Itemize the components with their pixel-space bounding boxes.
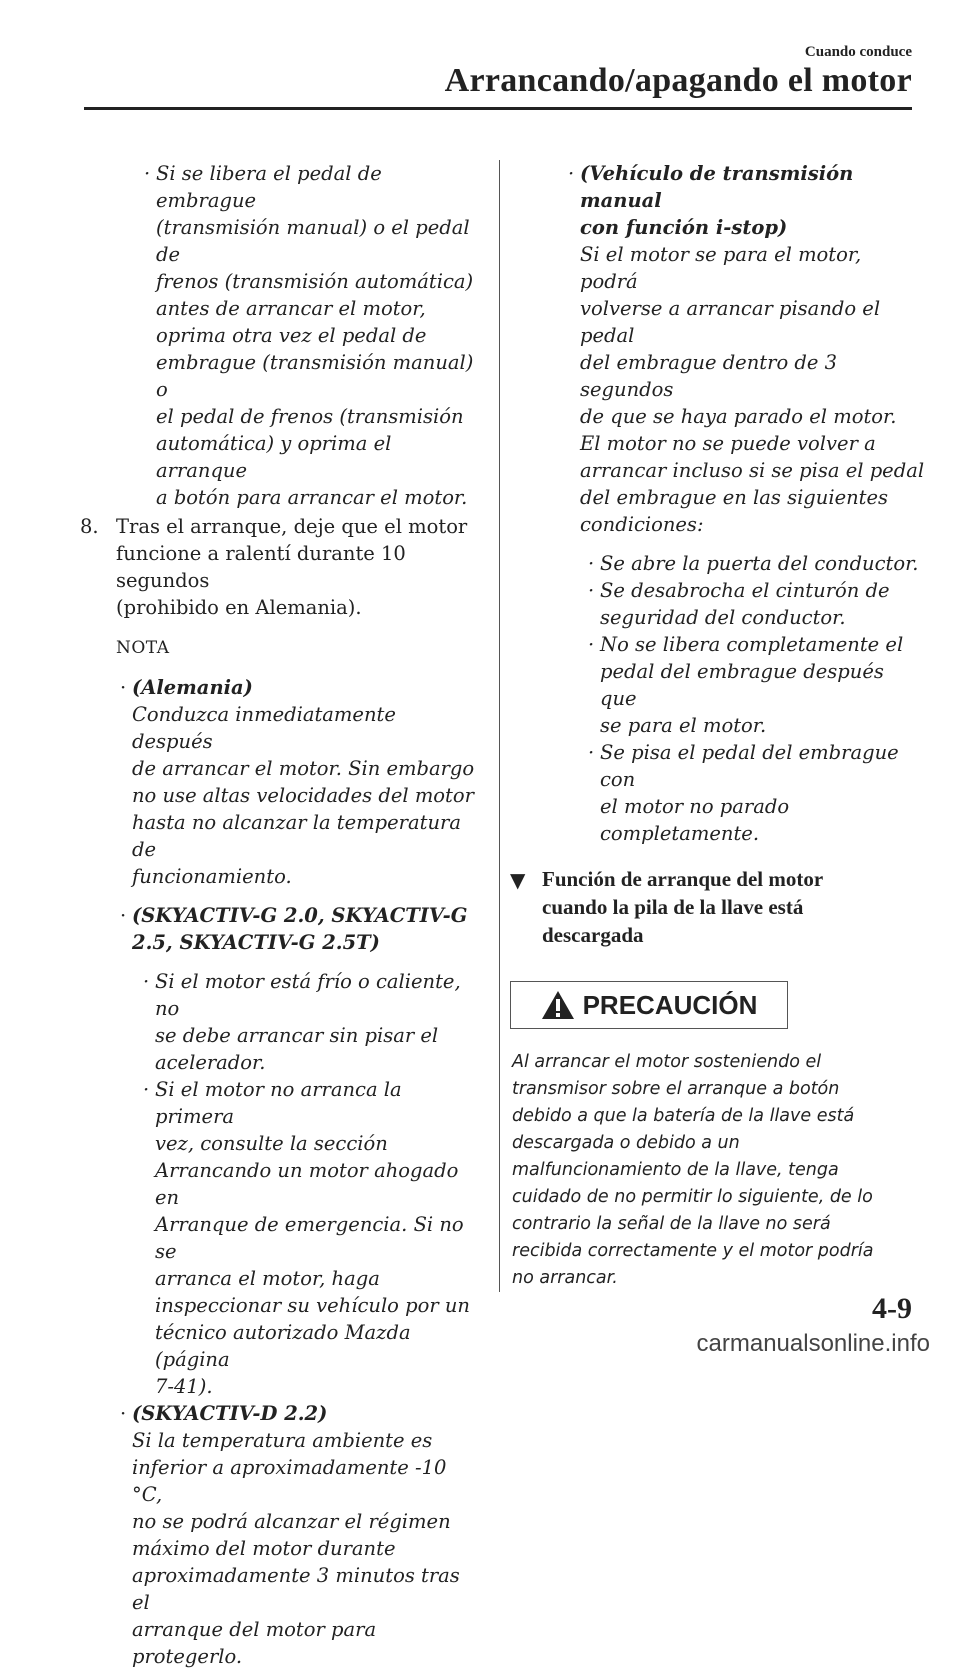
text-line: (SKYACTIV-G 2.0, SKYACTIV-G <box>132 904 468 927</box>
condition-item <box>588 739 925 847</box>
note-alemania <box>120 674 475 890</box>
bullet-dot: · <box>120 904 127 927</box>
text-line: vez, consulte la sección <box>155 1132 388 1155</box>
text-line: No se libera completamente el <box>600 633 904 656</box>
note-istop-text <box>580 241 925 538</box>
text-line: técnico autorizado Mazda (página <box>155 1321 411 1371</box>
caution-banner <box>510 981 788 1029</box>
right-column <box>510 160 925 1292</box>
note-istop-title <box>580 160 925 241</box>
bullet-dot: · <box>588 552 595 575</box>
text-line: (transmisión manual) o el pedal de <box>156 216 470 266</box>
text-line: el pedal de frenos (transmisión <box>156 405 464 428</box>
text-line: Si el motor no arranca la primera <box>155 1078 402 1128</box>
text-line: Se desabrocha el cinturón de <box>600 579 890 602</box>
text-line: arrancar incluso si se pisa el pedal <box>580 459 925 482</box>
text-line: debido a que la batería de la llave está <box>512 1106 855 1126</box>
bullet-dot: · <box>143 970 150 993</box>
warning-icon <box>541 990 575 1020</box>
condition-item <box>588 577 925 631</box>
watermark: carmanualsonline.info <box>696 1330 930 1357</box>
note-skyactiv-g <box>120 902 475 956</box>
column-divider <box>499 160 500 1292</box>
text-line: Si la temperatura ambiente es <box>132 1429 433 1452</box>
text-line: 2.5, SKYACTIV-G 2.5T) <box>132 931 380 954</box>
note-skyactiv-g-sub2 <box>143 1076 475 1400</box>
text-line: condiciones: <box>580 513 704 536</box>
text-line: seguridad del conductor. <box>600 606 846 629</box>
bullet-dot: · <box>588 741 595 764</box>
text-line: (prohibido en Alemania). <box>116 596 362 619</box>
text-line: Si el motor está frío o caliente, no <box>155 970 461 1020</box>
step-text <box>116 513 475 621</box>
triangle-down-icon: ▼ <box>510 868 526 892</box>
text-line: completamente. <box>600 822 760 845</box>
bullet-dot: · <box>588 579 595 602</box>
text-line: Conduzca inmediatamente después <box>132 703 396 753</box>
condition-item <box>588 631 925 739</box>
text-line: automática) y oprima el arranque <box>156 432 392 482</box>
note-istop <box>568 160 925 538</box>
section-heading <box>510 865 925 949</box>
text-line: Se abre la puerta del conductor. <box>600 552 919 575</box>
condition-item <box>588 550 925 577</box>
text-line: aproximadamente 3 minutos tras el <box>132 1564 460 1614</box>
bullet-dot: · <box>588 633 595 656</box>
text-line: volverse a arrancar pisando el pedal <box>580 297 881 347</box>
text-line: Si el motor se para el motor, podrá <box>580 243 862 293</box>
text-line: frenos (transmisión automática) <box>156 270 474 293</box>
text-line: funcione a ralentí durante 10 segundos <box>116 542 406 592</box>
note-alemania-title: (Alemania) <box>132 676 253 699</box>
text-line: Si se libera el pedal de embrague <box>156 162 382 212</box>
note-skyactiv-g-title <box>132 902 475 956</box>
text-line: no use altas velocidades del motor <box>132 784 474 807</box>
text-line: arranque del motor para protegerlo. <box>132 1618 377 1668</box>
text-line: se debe arrancar sin pisar el <box>155 1024 439 1047</box>
text-line: de arrancar el motor. Sin embargo <box>132 757 475 780</box>
caution-label: PRECAUCIÓN <box>582 989 758 1020</box>
text-line: Al arrancar el motor sosteniendo el <box>512 1052 822 1072</box>
text-line: el motor no parado <box>600 795 790 818</box>
text-line: arranca el motor, haga <box>155 1267 380 1290</box>
text-line: inferior a aproximadamente -10 °C, <box>132 1456 447 1506</box>
text-line: antes de arrancar el motor, <box>156 297 426 320</box>
text-line: transmisor sobre el arranque a botón <box>512 1079 840 1099</box>
text-line: (Vehículo de transmisión manual <box>580 162 854 212</box>
bullet-dot: · <box>120 676 127 699</box>
caution-text <box>512 1049 892 1292</box>
text-line: del embrague en las siguientes <box>580 486 889 509</box>
text-line: se para el motor. <box>600 714 767 737</box>
step-number: 8. <box>80 515 99 538</box>
text-line: recibida correctamente y el motor podría <box>512 1241 874 1261</box>
text-line: no se podrá alcanzar el régimen <box>132 1510 451 1533</box>
note-heading: NOTA <box>116 638 170 658</box>
text-line: descargada o debido a un <box>512 1133 740 1153</box>
note-skyactiv-d-title: (SKYACTIV-D 2.2) <box>132 1402 328 1425</box>
text-line: Arrancando un motor ahogado en <box>155 1159 459 1209</box>
text-line: contrario la señal de la llave no será <box>512 1214 831 1234</box>
section-header: Cuando conduce <box>804 44 912 60</box>
step-8 <box>80 513 475 621</box>
bullet-dot: · <box>144 162 151 185</box>
bullet-dot: · <box>568 162 575 185</box>
header-rule <box>84 107 912 110</box>
text-line: Función de arranque del motor <box>542 867 824 891</box>
note-skyactiv-d-text <box>132 1427 475 1670</box>
text-lines <box>155 1076 475 1400</box>
bullet-dot: · <box>143 1078 150 1101</box>
text-line: inspeccionar su vehículo por un <box>155 1294 470 1317</box>
text-line: hasta no alcanzar la temperatura de <box>132 811 461 861</box>
text-line: El motor no se puede volver a <box>580 432 876 455</box>
text-line: Tras el arranque, deje que el motor <box>116 515 468 538</box>
text-lines <box>156 160 475 511</box>
text-line: descargada <box>542 923 644 947</box>
bullet-dot: · <box>120 1402 127 1425</box>
text-line: acelerador. <box>155 1051 266 1074</box>
conditions-list <box>588 550 925 847</box>
left-column <box>80 160 475 1670</box>
text-line: del embrague dentro de 3 segundos <box>580 351 838 401</box>
page-number: 4-9 <box>872 1292 912 1325</box>
text-line: oprima otra vez el pedal de <box>156 324 427 347</box>
text-lines <box>155 968 475 1076</box>
text-line: pedal del embrague después que <box>600 660 884 710</box>
text-line: con función i-stop) <box>580 216 788 239</box>
text-line: de que se haya parado el motor. <box>580 405 897 428</box>
section-heading-text <box>542 865 925 949</box>
page-title: Arrancando/apagando el motor <box>444 62 912 99</box>
text-line: funcionamiento. <box>132 865 292 888</box>
text-line: máximo del motor durante <box>132 1537 396 1560</box>
text-line: cuando la pila de la llave está <box>542 895 804 919</box>
text-line: embrague (transmisión manual) o <box>156 351 474 401</box>
bullet-clutch-release <box>144 160 475 511</box>
text-line: malfuncionamiento de la llave, tenga <box>512 1160 839 1180</box>
text-line: Arranque de emergencia. Si no se <box>155 1213 464 1263</box>
text-line: Se pisa el pedal del embrague con <box>600 741 899 791</box>
text-line: 7-41). <box>155 1375 213 1398</box>
text-line: cuidado de no permitir lo siguiente, de lo <box>512 1187 873 1207</box>
text-line: a botón para arrancar el motor. <box>156 486 468 509</box>
note-skyactiv-g-sub1 <box>143 968 475 1076</box>
note-alemania-text <box>132 701 475 890</box>
note-skyactiv-d <box>120 1400 475 1670</box>
text-line: no arrancar. <box>512 1268 618 1288</box>
